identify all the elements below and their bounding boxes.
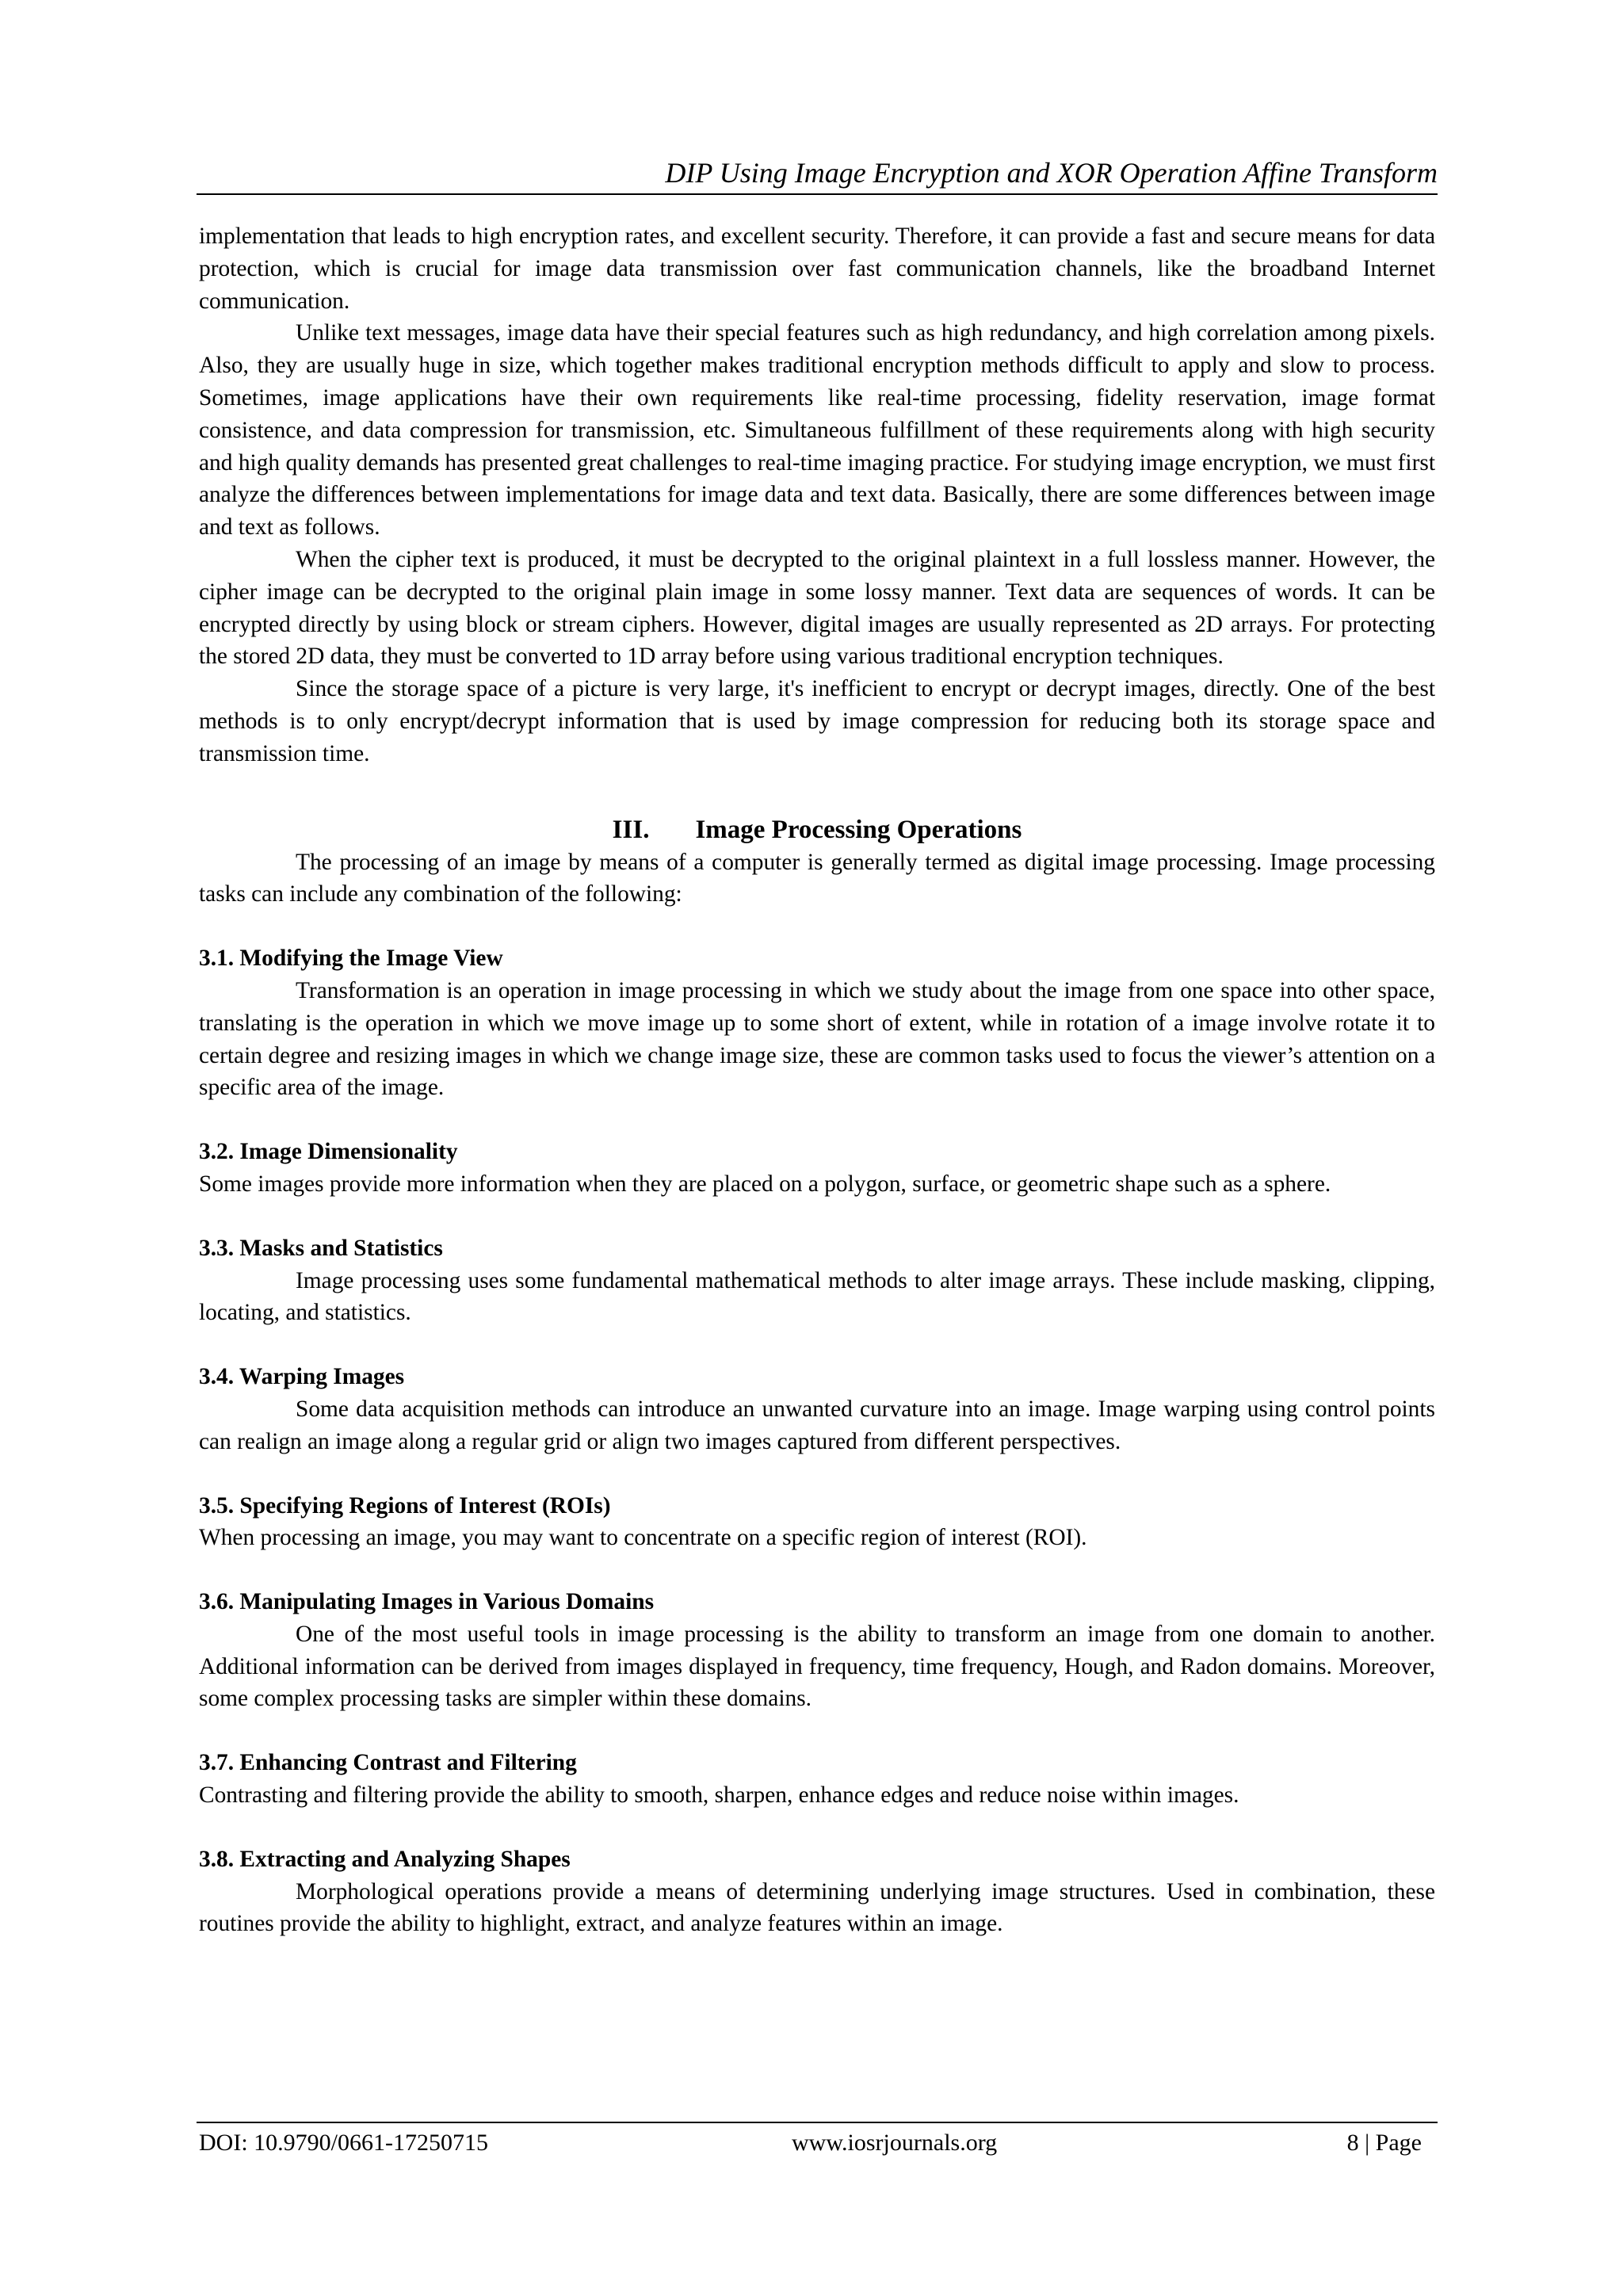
section-heading bbox=[199, 813, 1435, 846]
footer-doi: DOI: 10.9790/0661-17250715 bbox=[199, 2130, 488, 2156]
subsection-text-3-5: When processing an image, you may want to concentrate on a specific region of interest (ROI). bbox=[199, 1525, 1087, 1551]
footer-website: www.iosrjournals.org bbox=[792, 2130, 998, 2156]
subsection-heading-3-1: 3.1. Modifying the Image View bbox=[199, 946, 503, 972]
subsection-heading-3-5: 3.5. Specifying Regions of Interest (ROIs) bbox=[199, 1492, 611, 1519]
subsection-text-3-7: Contrasting and filtering provide the ability to smooth, sharpen, enhance edges and reduce noise within images. bbox=[199, 1782, 1239, 1809]
subsection-text-3-4: Some data acquisition methods can introduce an unwanted curvature into an image. Image warping using control points can realign an image along a regular grid or align two images captured from different perspectives. bbox=[199, 1396, 1435, 1454]
header-rule bbox=[197, 193, 1438, 195]
subsection-heading-3-2: 3.2. Image Dimensionality bbox=[199, 1139, 458, 1165]
subsection-heading-3-7: 3.7. Enhancing Contrast and Filtering bbox=[199, 1750, 577, 1776]
running-header: DIP Using Image Encryption and XOR Operation Affine Transform bbox=[665, 157, 1438, 189]
subsection-heading-3-3: 3.3. Masks and Statistics bbox=[199, 1235, 443, 1261]
footer-rule bbox=[197, 2122, 1438, 2123]
subsection-text-3-6: One of the most useful tools in image processing is the ability to transform an image from one domain to another. Additional information can be derived from images displayed in frequency, time frequency, Hough, and Radon domains. Moreover, some complex processing tasks are simpler within these domains. bbox=[199, 1621, 1435, 1712]
subsection-text-3-3: Image processing uses some fundamental mathematical methods to alter image arrays. These include masking, clipping, locating, and statistics. bbox=[199, 1267, 1435, 1326]
subsection-text-3-1: Transformation is an operation in image processing in which we study about the image from one space into other space, translating is the operation in which we move image up to some short of extent, while in rotation of a image involve rotate it to certain degree and resizing images in which we change image size, these are common tasks used to focus the viewer’s attention on a specific area of the image. bbox=[199, 977, 1435, 1101]
paragraph-storage-space: Since the storage space of a picture is very large, it's inefficient to encrypt or decrypt images, directly. One of the best methods is to only encrypt/decrypt information that is used by image compression for reducing both its storage space and transmission time. bbox=[199, 676, 1435, 766]
footer-page-number: 8 | Page bbox=[1346, 2130, 1422, 2156]
paragraph-cipher-text: When the cipher text is produced, it must be decrypted to the original plaintext in a full lossless manner. However, the cipher image can be decrypted to the original plain image in some lossy manner. Text data are sequences of words. It can be encrypted directly by using block or stream ciphers. However, digital images are usually represented as 2D arrays. For protecting the stored 2D data, they must be converted to 1D array before using various traditional encryption techniques. bbox=[199, 546, 1435, 670]
subsection-text-3-8: Morphological operations provide a means of determining underlying image structures. Used in combination, these routines provide the ability to highlight, extract, and analyze features within an image. bbox=[199, 1878, 1435, 1937]
page-body bbox=[199, 220, 1435, 1940]
section-intro: The processing of an image by means of a computer is generally termed as digital image processing. Image processing tasks can include any combination of the following: bbox=[199, 849, 1435, 907]
subsection-heading-3-4: 3.4. Warping Images bbox=[199, 1364, 405, 1390]
paragraph-continuation: implementation that leads to high encryption rates, and excellent security. Therefore, it can provide a fast and secure means for data protection, which is crucial for image data transmission over fast communication channels, like the broadband Internet communication. bbox=[199, 223, 1435, 314]
subsection-heading-3-8: 3.8. Extracting and Analyzing Shapes bbox=[199, 1846, 571, 1872]
section-number: III. bbox=[612, 815, 650, 844]
section-title: Image Processing Operations bbox=[695, 815, 1022, 844]
subsection-text-3-2: Some images provide more information when they are placed on a polygon, surface, or geometric shape such as a sphere. bbox=[199, 1171, 1331, 1197]
paragraph-image-features: Unlike text messages, image data have their special features such as high redundancy, and high correlation among pixels. Also, they are usually huge in size, which together makes traditional encryption methods difficult to apply and slow to process. Sometimes, image applications have their own requirements like real-time processing, fidelity reservation, image format consistence, and data compression for transmission, etc. Simultaneous fulfillment of these requirements along with high security and high quality demands has presented great challenges to real-time imaging practice. For studying image encryption, we must first analyze the differences between implementations for image data and text data. Basically, there are some differences between image and text as follows. bbox=[199, 320, 1435, 541]
subsection-heading-3-6: 3.6. Manipulating Images in Various Domains bbox=[199, 1589, 655, 1615]
